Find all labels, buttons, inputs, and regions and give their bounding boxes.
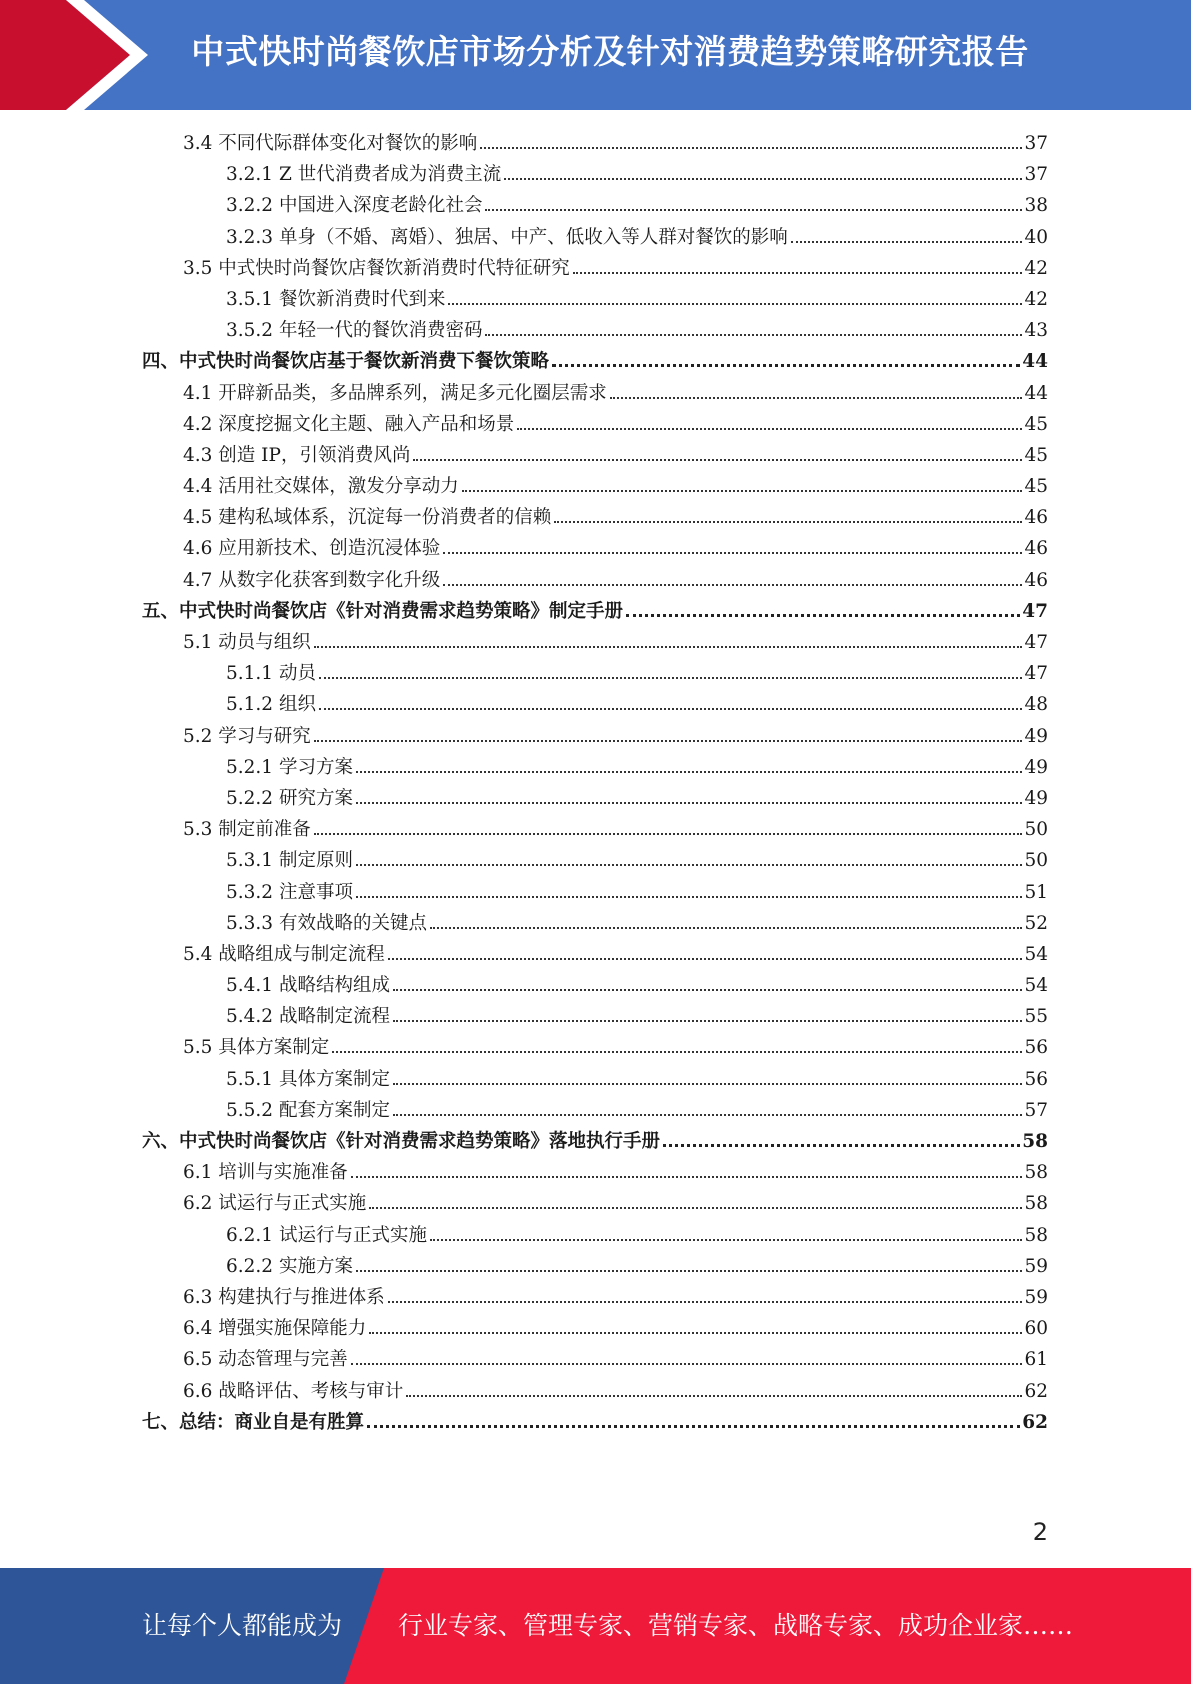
- toc-entry[interactable]: [142, 440, 1048, 471]
- toc-entry[interactable]: [142, 970, 1048, 1001]
- toc-entry-page: 59: [1024, 1255, 1048, 1277]
- toc-entry-page: 45: [1024, 476, 1048, 498]
- toc-leader-dots: [393, 989, 1022, 991]
- toc-entry[interactable]: [142, 658, 1048, 689]
- toc-entry-label: 六、中式快时尚餐饮店《针对消费需求趋势策略》落地执行手册: [142, 1131, 661, 1152]
- toc-entry-label: 5.2 学习与研究: [183, 725, 311, 747]
- toc-entry-label: 5.5.1 具体方案制定: [226, 1068, 390, 1090]
- toc-entry[interactable]: [142, 877, 1048, 908]
- toc-entry-page: 47: [1024, 663, 1048, 685]
- toc-entry-label: 5.3.2 注意事项: [226, 881, 353, 903]
- toc-entry-page: 62: [1022, 1411, 1048, 1433]
- toc-leader-dots: [554, 521, 1022, 523]
- toc-leader-dots: [332, 1051, 1022, 1053]
- toc-entry-page: 58: [1024, 1162, 1048, 1184]
- toc-leader-dots: [351, 1363, 1023, 1365]
- toc-entry-label: 七、总结：商业自是有胜算: [142, 1411, 365, 1433]
- toc-entry[interactable]: [142, 1032, 1048, 1063]
- table-of-contents: [142, 128, 1048, 1438]
- toc-entry[interactable]: [142, 1313, 1048, 1344]
- toc-entry-label: 6.5 动态管理与完善: [183, 1349, 348, 1371]
- toc-leader-dots: [485, 209, 1022, 211]
- toc-entry-label: 3.5.1 餐饮新消费时代到来: [226, 288, 446, 310]
- toc-entry[interactable]: [142, 253, 1048, 284]
- toc-leader-dots: [430, 927, 1022, 929]
- toc-entry-page: 55: [1024, 1006, 1048, 1028]
- toc-entry-page: 45: [1024, 413, 1048, 435]
- toc-entry-label: 5.5.2 配套方案制定: [226, 1099, 390, 1121]
- toc-entry-label: 5.5 具体方案制定: [183, 1037, 330, 1059]
- toc-entry-page: 46: [1024, 569, 1048, 591]
- toc-entry[interactable]: [142, 1188, 1048, 1219]
- toc-entry[interactable]: [142, 1220, 1048, 1251]
- toc-entry[interactable]: [142, 1157, 1048, 1188]
- toc-leader-dots: [393, 1020, 1022, 1022]
- toc-leader-dots: [314, 740, 1023, 742]
- toc-leader-dots: [367, 1425, 1020, 1428]
- toc-entry-label: 5.1.1 动员: [226, 663, 316, 685]
- toc-leader-dots: [443, 584, 1022, 586]
- toc-entry-page: 47: [1022, 600, 1048, 622]
- toc-leader-dots: [356, 802, 1023, 804]
- toc-entry-page: 56: [1024, 1037, 1048, 1059]
- toc-leader-dots: [485, 334, 1022, 336]
- toc-leader-dots: [406, 1395, 1022, 1397]
- toc-entry[interactable]: [142, 1251, 1048, 1282]
- toc-entry[interactable]: [142, 1407, 1048, 1438]
- toc-entry-label: 6.2.1 试运行与正式实施: [226, 1224, 427, 1246]
- toc-entry-label: 6.1 培训与实施准备: [183, 1162, 348, 1184]
- toc-entry-label: 4.6 应用新技术、创造沉浸体验: [183, 538, 441, 560]
- toc-entry-label: 5.4.1 战略结构组成: [226, 975, 390, 997]
- toc-leader-dots: [443, 552, 1022, 554]
- toc-entry[interactable]: [142, 1001, 1048, 1032]
- toc-entry-page: 47: [1024, 632, 1048, 653]
- toc-entry-page: 49: [1024, 756, 1048, 778]
- toc-entry-label: 5.3 制定前准备: [183, 819, 311, 841]
- toc-entry-label: 5.4 战略组成与制定流程: [183, 943, 385, 965]
- toc-entry-page: 60: [1024, 1318, 1048, 1340]
- toc-leader-dots: [369, 1207, 1022, 1209]
- toc-entry-page: 57: [1024, 1099, 1048, 1121]
- toc-entry[interactable]: [142, 627, 1048, 658]
- toc-leader-dots: [356, 1270, 1023, 1272]
- toc-entry[interactable]: [142, 409, 1048, 440]
- toc-entry-label: 5.1.2 组织: [226, 694, 316, 716]
- page-footer: [0, 1568, 1191, 1684]
- toc-entry-page: 49: [1024, 787, 1048, 809]
- toc-entry-label: 6.4 增强实施保障能力: [183, 1318, 367, 1340]
- toc-leader-dots: [319, 708, 1023, 710]
- toc-entry-label: 五、中式快时尚餐饮店《针对消费需求趋势策略》制定手册: [142, 600, 624, 622]
- toc-entry-label: 6.6 战略评估、考核与审计: [183, 1380, 404, 1402]
- toc-leader-dots: [462, 490, 1023, 492]
- toc-entry-page: 37: [1024, 133, 1048, 154]
- toc-entry-page: 59: [1024, 1286, 1048, 1308]
- page-number: 2: [1032, 1518, 1048, 1546]
- toc-entry-label: 四、中式快时尚餐饮店基于餐饮新消费下餐饮策略: [142, 351, 550, 373]
- toc-entry-page: 38: [1024, 195, 1048, 217]
- toc-entry[interactable]: [142, 471, 1048, 502]
- toc-entry[interactable]: [142, 845, 1048, 876]
- toc-entry-page: 45: [1024, 444, 1048, 466]
- toc-entry-label: 4.3 创造 IP，引领消费风尚: [183, 444, 411, 466]
- toc-entry-page: 46: [1024, 538, 1048, 560]
- toc-entry-page: 58: [1024, 1193, 1048, 1215]
- toc-entry-page: 42: [1024, 288, 1048, 310]
- toc-leader-dots: [388, 958, 1023, 960]
- toc-entry[interactable]: [142, 159, 1048, 190]
- toc-leader-dots: [573, 272, 1023, 274]
- toc-entry-page: 51: [1024, 881, 1048, 903]
- toc-entry[interactable]: [142, 1126, 1048, 1157]
- toc-leader-dots: [448, 303, 1022, 305]
- toc-leader-dots: [626, 614, 1020, 617]
- toc-entry-page: 54: [1024, 975, 1048, 997]
- toc-leader-dots: [610, 397, 1023, 399]
- toc-leader-dots: [356, 896, 1023, 898]
- toc-leader-dots: [393, 1114, 1022, 1116]
- toc-leader-dots: [791, 241, 1023, 243]
- toc-entry[interactable]: [142, 128, 1048, 159]
- toc-entry-page: 42: [1024, 257, 1048, 279]
- toc-entry-page: 58: [1022, 1131, 1048, 1152]
- toc-entry-page: 58: [1024, 1224, 1048, 1246]
- toc-entry-label: 3.2.1 Z 世代消费者成为消费主流: [226, 164, 502, 186]
- toc-entry-label: 3.4 不同代际群体变化对餐饮的影响: [183, 133, 478, 154]
- toc-leader-dots: [430, 1239, 1022, 1241]
- toc-entry[interactable]: [142, 533, 1048, 564]
- toc-leader-dots: [369, 1332, 1022, 1334]
- toc-leader-dots: [393, 1083, 1022, 1085]
- toc-entry-page: 48: [1024, 694, 1048, 716]
- toc-entry-label: 5.3.1 制定原则: [226, 850, 353, 872]
- toc-leader-dots: [314, 833, 1023, 835]
- toc-entry[interactable]: [142, 565, 1048, 596]
- toc-entry[interactable]: [142, 1344, 1048, 1375]
- toc-entry[interactable]: [142, 502, 1048, 533]
- toc-entry-page: 54: [1024, 943, 1048, 965]
- toc-leader-dots: [356, 864, 1023, 866]
- toc-entry-label: 4.2 深度挖掘文化主题、融入产品和场景: [183, 413, 515, 435]
- toc-entry-page: 49: [1024, 725, 1048, 747]
- toc-entry-label: 4.1 开辟新品类，多品牌系列，满足多元化圈层需求: [183, 382, 607, 404]
- toc-entry-page: 46: [1024, 507, 1048, 529]
- toc-entry[interactable]: [142, 284, 1048, 315]
- toc-entry-label: 6.3 构建执行与推进体系: [183, 1286, 385, 1308]
- toc-leader-dots: [413, 459, 1022, 461]
- toc-leader-dots: [351, 1176, 1023, 1178]
- toc-entry-label: 5.3.3 有效战略的关键点: [226, 912, 427, 934]
- toc-entry[interactable]: [142, 315, 1048, 346]
- toc-entry-label: 3.5.2 年轻一代的餐饮消费密码: [226, 320, 483, 342]
- toc-entry-page: 37: [1024, 164, 1048, 186]
- toc-leader-dots: [314, 646, 1023, 648]
- toc-entry[interactable]: [142, 814, 1048, 845]
- toc-entry-label: 5.4.2 战略制定流程: [226, 1006, 390, 1028]
- toc-leader-dots: [552, 364, 1020, 367]
- toc-entry[interactable]: [142, 689, 1048, 720]
- toc-entry-label: 3.5 中式快时尚餐饮店餐饮新消费时代特征研究: [183, 257, 570, 279]
- toc-leader-dots: [480, 147, 1022, 149]
- toc-entry[interactable]: [142, 222, 1048, 253]
- toc-entry[interactable]: [142, 1282, 1048, 1313]
- toc-entry-page: 62: [1024, 1380, 1048, 1402]
- toc-entry-page: 40: [1024, 226, 1048, 248]
- toc-entry-page: 50: [1024, 850, 1048, 872]
- toc-entry-label: 5.2.1 学习方案: [226, 756, 353, 778]
- toc-entry[interactable]: [142, 721, 1048, 752]
- toc-entry[interactable]: [142, 596, 1048, 627]
- toc-entry[interactable]: [142, 190, 1048, 221]
- toc-entry[interactable]: [142, 1095, 1048, 1126]
- toc-entry-page: 61: [1024, 1349, 1048, 1371]
- toc-entry-label: 5.1 动员与组织: [183, 632, 311, 653]
- toc-entry-page: 56: [1024, 1068, 1048, 1090]
- toc-entry-label: 4.4 活用社交媒体，激发分享动力: [183, 476, 459, 498]
- toc-entry-page: 44: [1022, 351, 1048, 373]
- toc-entry-label: 6.2 试运行与正式实施: [183, 1193, 367, 1215]
- toc-entry[interactable]: [142, 1376, 1048, 1407]
- toc-leader-dots: [504, 178, 1022, 180]
- toc-entry-label: 3.2.2 中国进入深度老龄化社会: [226, 195, 483, 217]
- toc-entry[interactable]: [142, 1064, 1048, 1095]
- document-title: 中式快时尚餐饮店市场分析及针对消费趋势策略研究报告: [191, 32, 1029, 71]
- toc-entry-label: 5.2.2 研究方案: [226, 787, 353, 809]
- toc-entry[interactable]: [142, 752, 1048, 783]
- toc-leader-dots: [356, 771, 1023, 773]
- toc-leader-dots: [319, 677, 1023, 679]
- toc-entry-page: 50: [1024, 819, 1048, 841]
- footer-slogan-right: 行业专家、管理专家、营销专家、战略专家、成功企业家……: [398, 1611, 1074, 1640]
- toc-entry[interactable]: [142, 783, 1048, 814]
- toc-entry-page: 44: [1024, 382, 1048, 404]
- toc-entry[interactable]: [142, 908, 1048, 939]
- toc-leader-dots: [388, 1301, 1023, 1303]
- toc-entry-page: 43: [1024, 320, 1048, 342]
- toc-entry-label: 3.2.3 单身（不婚、离婚）、独居、中产、低收入等人群对餐饮的影响: [226, 226, 788, 248]
- toc-entry-label: 4.7 从数字化获客到数字化升级: [183, 569, 441, 591]
- toc-entry-label: 6.2.2 实施方案: [226, 1255, 353, 1277]
- toc-entry[interactable]: [142, 346, 1048, 377]
- toc-leader-dots: [663, 1144, 1020, 1147]
- toc-entry-page: 52: [1024, 912, 1048, 934]
- toc-entry[interactable]: [142, 939, 1048, 970]
- toc-entry-label: 4.5 建构私域体系，沉淀每一份消费者的信赖: [183, 507, 552, 529]
- page-header: [0, 0, 1191, 110]
- footer-slogan-left: 让每个人都能成为: [142, 1611, 343, 1640]
- toc-entry[interactable]: [142, 378, 1048, 409]
- toc-leader-dots: [517, 428, 1022, 430]
